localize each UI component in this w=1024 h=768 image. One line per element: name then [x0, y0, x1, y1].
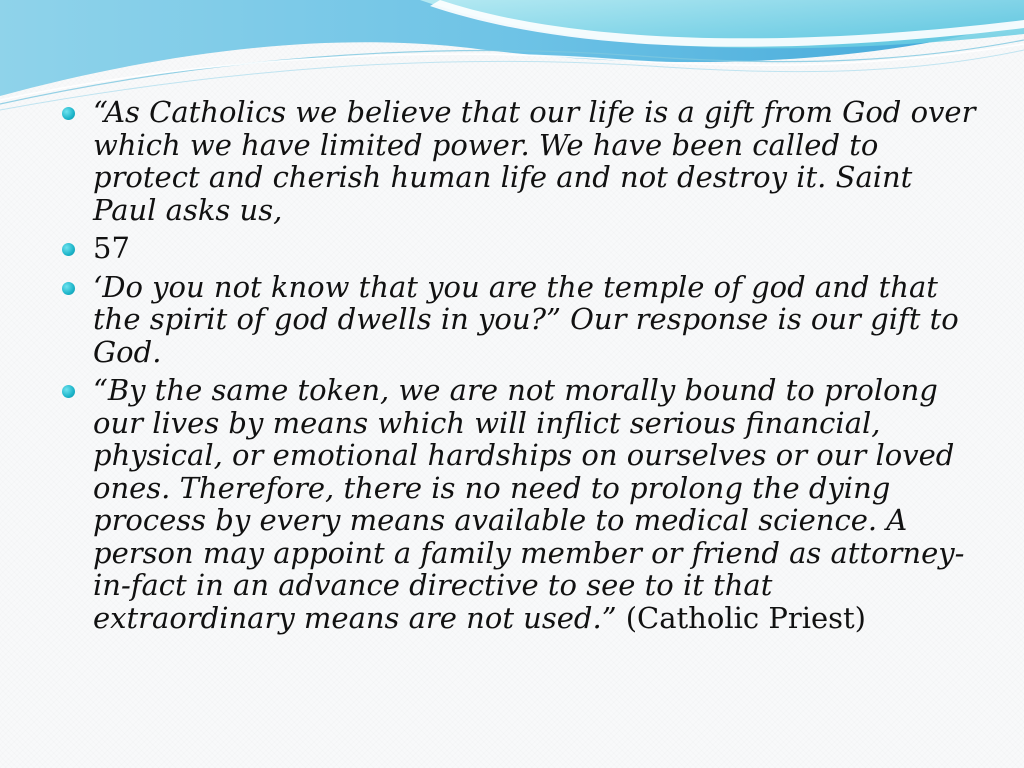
bullet-item	[60, 374, 980, 634]
bullet-dot-icon	[62, 107, 75, 120]
bullet-dot-icon	[62, 282, 75, 295]
bullet-item	[60, 271, 980, 369]
bullet-text-italic: ‘Do you not know that you are the temple of god and that the spirit of god dwells in you?” Our response is our gift to God.	[93, 269, 959, 369]
bullet-text-plain: (Catholic Priest)	[616, 600, 866, 635]
slide-body	[60, 96, 980, 640]
bullet-list	[60, 96, 980, 634]
bullet-item	[60, 232, 980, 265]
bullet-text-italic: “By the same token, we are not morally bound to prolong our lives by means which will inflict serious financial, physical, or emotional hardships on ourselves or our loved ones. Therefore, there is no need to prolong the dying process by every means available to medical science. A person may appoint a family member or friend as attorney-in-fact in an advance directive to see to it that extraordinary means are not used.”	[93, 373, 965, 635]
bullet-text-plain: 57	[93, 231, 130, 265]
bullet-text-italic: “As Catholics we believe that our life is a gift from God over which we have limited power. We have been called to protect and cherish human life and not destroy it. Saint Paul asks us,	[93, 95, 976, 227]
bullet-dot-icon	[62, 243, 75, 256]
bullet-dot-icon	[62, 385, 75, 398]
bullet-item	[60, 96, 980, 226]
